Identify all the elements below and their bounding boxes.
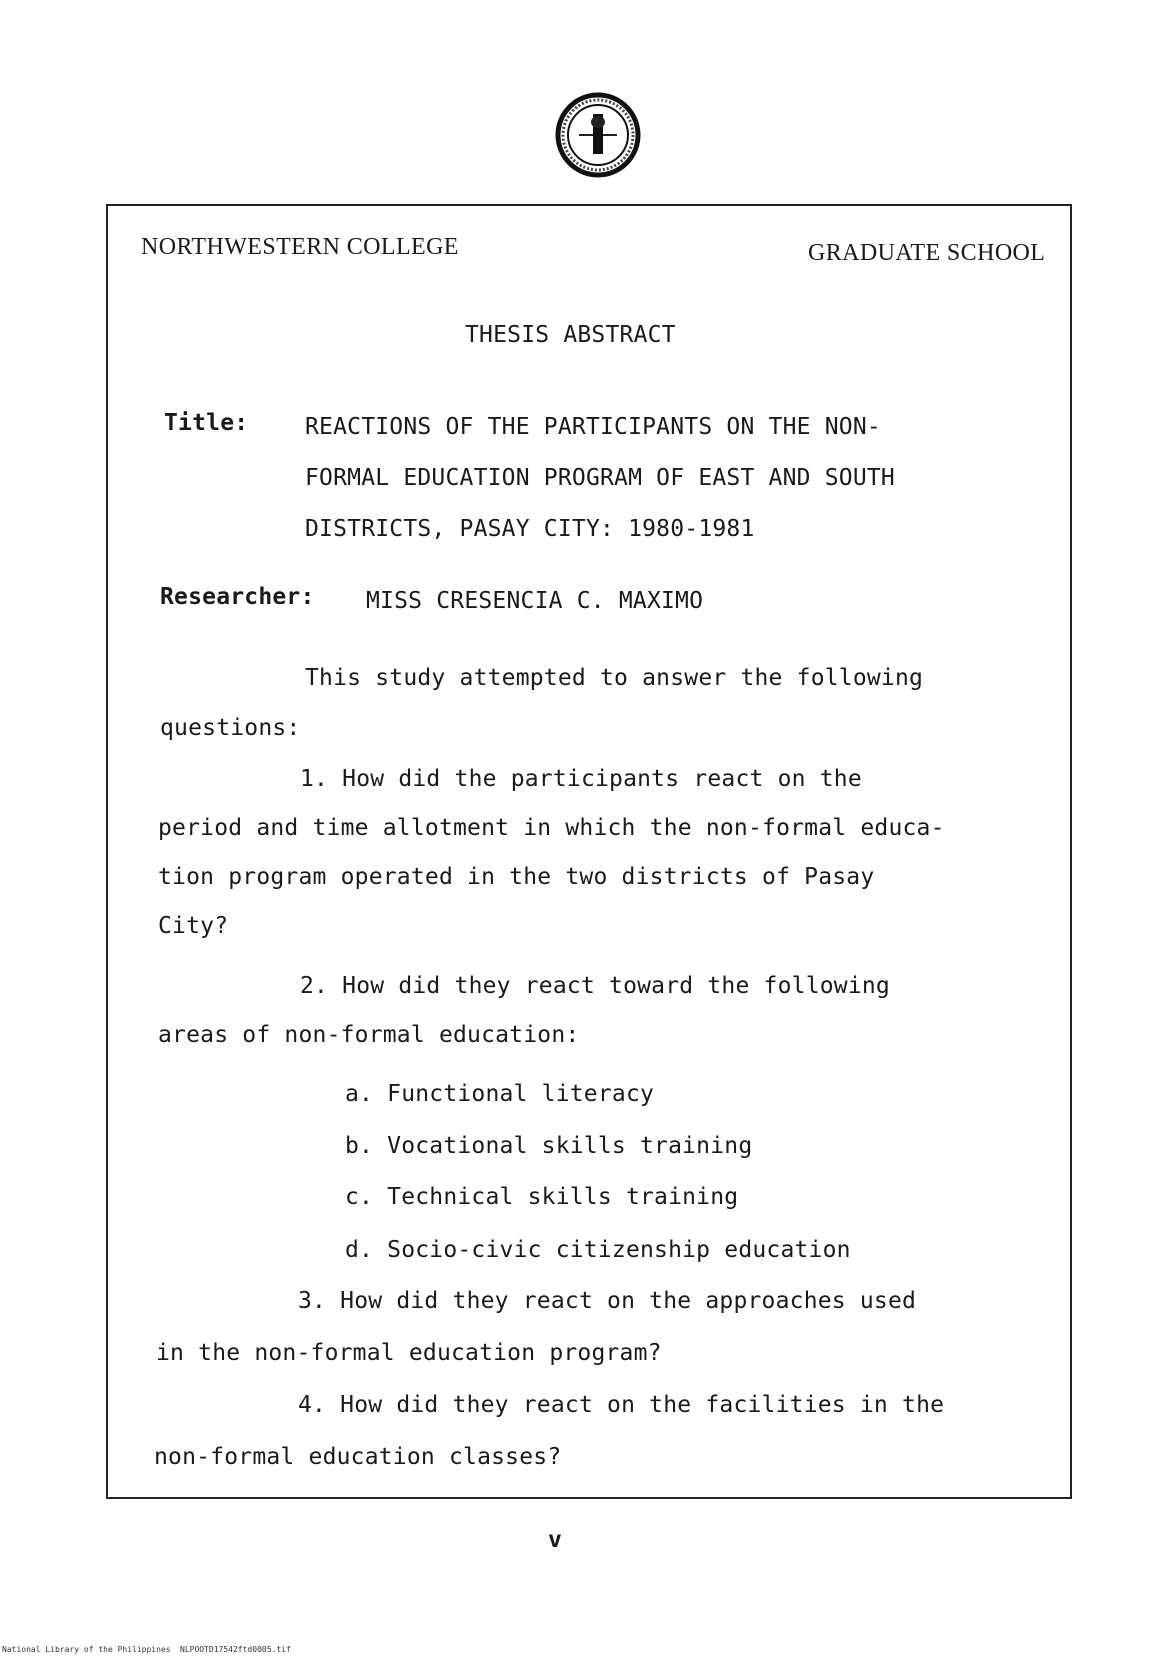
q2-item-c: c. Technical skills training — [345, 1184, 739, 1210]
college-seal-logo — [555, 92, 641, 178]
q2-item-b: b. Vocational skills training — [345, 1133, 753, 1159]
q2-item-d: d. Socio-civic citizenship education — [345, 1237, 851, 1263]
intro-line-1: This study attempted to answer the following — [305, 665, 924, 691]
q1-line-2: period and time allotment in which the non-formal educa- — [158, 815, 945, 841]
q1-line-1: 1. How did the participants react on the — [300, 766, 862, 792]
q1-line-4: City? — [158, 913, 229, 939]
q2-line-2: areas of non-formal education: — [158, 1022, 580, 1048]
page-number: v — [548, 1527, 563, 1553]
researcher-name: MISS CRESENCIA C. MAXIMO — [366, 588, 704, 614]
footer-file-name: NLPOOTD17542ftd0005.tif — [180, 1645, 291, 1654]
title-label: Title: — [164, 410, 249, 436]
q4-line-1: 4. How did they react on the facilities in the — [298, 1392, 945, 1418]
q4-line-2: non-formal education classes? — [154, 1444, 562, 1470]
q3-line-2: in the non-formal education program? — [156, 1340, 662, 1366]
title-line-2: FORMAL EDUCATION PROGRAM OF EAST AND SOUTH — [305, 465, 895, 491]
q3-line-1: 3. How did they react on the approaches used — [298, 1288, 917, 1314]
title-line-1: REACTIONS OF THE PARTICIPANTS ON THE NON- — [305, 414, 881, 440]
graduate-school-label: GRADUATE SCHOOL — [808, 240, 1046, 266]
q1-line-3: tion program operated in the two districts of Pasay — [158, 864, 875, 890]
title-line-3: DISTRICTS, PASAY CITY: 1980-1981 — [305, 516, 755, 542]
college-name: NORTHWESTERN COLLEGE — [141, 234, 459, 260]
researcher-label: Researcher: — [160, 584, 315, 610]
page-title: THESIS ABSTRACT — [465, 322, 676, 348]
intro-line-2: questions: — [160, 715, 301, 741]
q2-item-a: a. Functional literacy — [345, 1081, 655, 1107]
q2-line-1: 2. How did they react toward the following — [300, 973, 890, 999]
footer-library-name: National Library of the Philippines — [2, 1645, 171, 1654]
